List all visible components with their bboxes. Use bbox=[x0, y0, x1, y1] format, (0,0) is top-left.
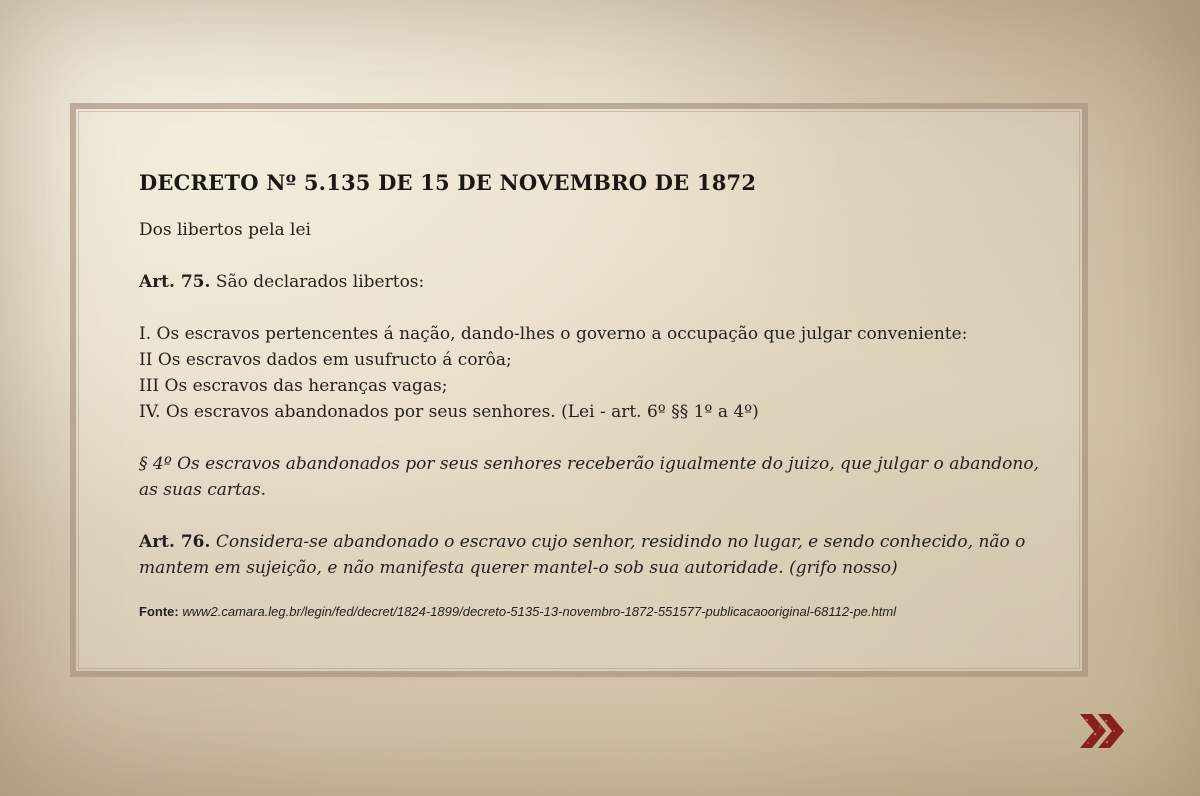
source-citation bbox=[139, 603, 1059, 621]
source-label: Fonte: bbox=[139, 604, 179, 619]
article-75 bbox=[139, 269, 1059, 295]
decree-title: DECRETO Nº 5.135 DE 15 DE NOVEMBRO DE 1872 bbox=[139, 170, 757, 195]
article-76-text: Considera-se abandonado o escravo cujo senhor, residindo no lugar, e sendo conhecido, não o mantem em sujeição, e não manifesta querer mantel-o sob sua autoridade. (grifo nosso) bbox=[139, 532, 1026, 578]
paragraph-4: § 4º Os escravos abandonados por seus senhores receberão igualmente do juizo, que julgar o abandono, as suas cartas. bbox=[139, 454, 1040, 500]
article-75-text: São declarados libertos: bbox=[210, 272, 425, 292]
next-page-button[interactable] bbox=[1078, 712, 1128, 750]
list-item: I. Os escravos pertencentes á nação, dando-lhes o governo a occupação que julgar conveniente: bbox=[139, 324, 968, 344]
article-75-label: Art. 75. bbox=[139, 272, 211, 292]
list-item: II Os escravos dados em usufructo á corôa; bbox=[139, 350, 512, 370]
source-url[interactable]: www2.camara.leg.br/legin/fed/decret/1824-1899/decreto-5135-13-novembro-1872-551577-publicacaooriginal-68112-pe.html bbox=[178, 604, 897, 619]
document-content bbox=[139, 168, 1059, 621]
article-76-label: Art. 76. bbox=[139, 532, 211, 552]
double-chevron-right-icon bbox=[1078, 712, 1128, 750]
list-item: IV. Os escravos abandonados por seus senhores. (Lei - art. 6º §§ 1º a 4º) bbox=[139, 402, 759, 422]
article-76 bbox=[139, 529, 1059, 581]
article-75-items bbox=[139, 321, 1059, 425]
decree-subtitle: Dos libertos pela lei bbox=[139, 220, 311, 240]
list-item: III Os escravos das heranças vagas; bbox=[139, 376, 448, 396]
